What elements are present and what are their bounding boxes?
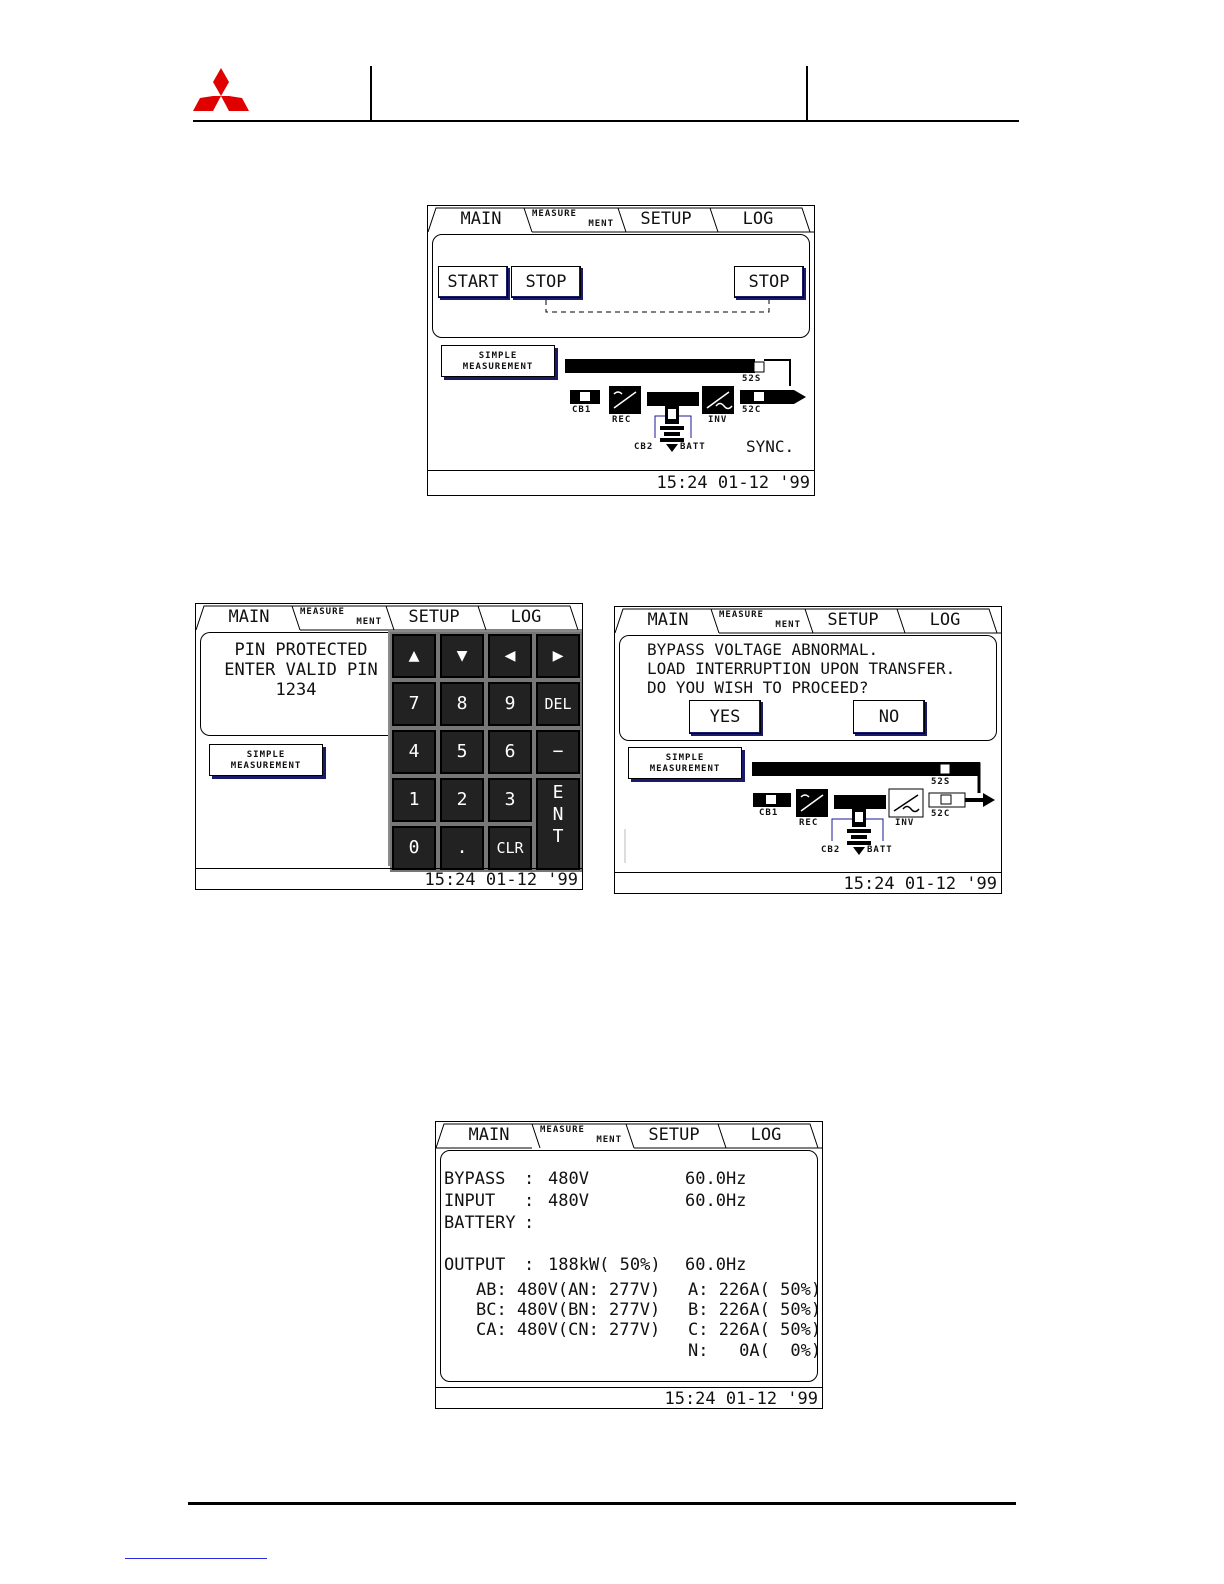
input-voltage: 480V [548,1191,589,1211]
pin-value[interactable]: 1234 [275,680,317,700]
key-down-arrow-icon[interactable]: ▼ [438,632,486,680]
power-flow-diagram [615,607,1001,867]
key-0[interactable]: 0 [390,824,438,872]
bypass-sep: : [524,1169,535,1189]
key-5[interactable]: 5 [438,728,486,776]
tab-measurement[interactable]: MEASURE MENT [540,1125,622,1145]
label-batt: BATT [867,845,893,855]
key-7[interactable]: 7 [390,680,438,728]
tab-setup[interactable]: SETUP [648,1125,700,1145]
bypass-label: BYPASS [444,1169,506,1189]
label-cb2: CB2 [634,442,654,452]
tab-main[interactable]: MAIN [228,607,270,627]
tab-main[interactable]: MAIN [460,209,502,229]
output-sep: : [524,1255,535,1275]
key-2[interactable]: 2 [438,776,486,824]
key-4[interactable]: 4 [390,728,438,776]
footer-link-underline[interactable] [125,1558,267,1559]
label-inv: INV [708,415,728,425]
yes-button[interactable]: YES [689,700,761,734]
clock: 15:24 01-12 '99 [615,872,1001,893]
tab-main[interactable]: MAIN [647,610,689,630]
bypass-voltage: 480V [548,1169,589,1189]
screen-pin [195,603,583,890]
footer-rule [188,1502,1016,1505]
label-52c: 52C [742,405,762,415]
tab-measurement[interactable]: MEASURE MENT [532,209,614,229]
battery-sep: : [524,1213,535,1233]
tab-log[interactable]: LOG [510,607,542,627]
voltage-ca: CA: 480V(CN: 277V) [476,1320,661,1340]
key-dot[interactable]: . [438,824,486,872]
start-button[interactable]: START [438,266,508,298]
key-9[interactable]: 9 [486,680,534,728]
simple-measurement-button[interactable]: SIMPLE MEASUREMENT [441,345,555,377]
key-6[interactable]: 6 [486,728,534,776]
clock: 15:24 01-12 '99 [436,1387,822,1408]
key-8[interactable]: 8 [438,680,486,728]
key-1[interactable]: 1 [390,776,438,824]
label-batt: BATT [680,442,706,452]
input-sep: : [524,1191,535,1211]
output-frequency: 60.0Hz [685,1255,747,1275]
power-flow-diagram [428,206,814,466]
tab-main[interactable]: MAIN [468,1125,510,1145]
tab-measurement[interactable]: MEASURE MENT [300,607,382,627]
label-inv: INV [895,818,915,828]
key-left-arrow-icon[interactable]: ◀ [486,632,534,680]
pin-protected-text: PIN PROTECTED [234,640,368,660]
label-52s: 52S [931,777,951,787]
label-rec: REC [799,818,819,828]
no-button[interactable]: NO [853,700,925,734]
label-cb1: CB1 [759,808,779,818]
stop-bypass-button[interactable]: STOP [734,266,804,298]
current-c: C: 226A( 50%) [688,1320,822,1340]
header-divider-left [370,66,372,122]
label-cb1: CB1 [572,405,592,415]
clock: 15:24 01-12 '99 [428,470,814,495]
header-rule [193,120,1019,122]
key-3[interactable]: 3 [486,776,534,824]
screen-measurement [435,1121,823,1409]
simple-measurement-button[interactable]: SIMPLE MEASUREMENT [209,744,323,776]
enter-pin-text: ENTER VALID PIN [224,660,378,680]
output-label: OUTPUT [444,1255,506,1275]
output-power: 188kW( 50%) [548,1255,661,1275]
key-del[interactable]: DEL [534,680,582,728]
label-52s: 52S [742,374,762,384]
tab-log[interactable]: LOG [750,1125,782,1145]
key-minus[interactable]: − [534,728,582,776]
confirm-line-3: DO YOU WISH TO PROCEED? [647,678,869,697]
current-n: N: 0A( 0%) [688,1341,822,1361]
confirm-line-2: LOAD INTERRUPTION UPON TRANSFER. [647,659,956,678]
screen-main [427,205,815,496]
bypass-frequency: 60.0Hz [685,1169,747,1189]
battery-label: BATTERY [444,1213,516,1233]
confirm-line-1: BYPASS VOLTAGE ABNORMAL. [647,640,879,659]
simple-measurement-button[interactable]: SIMPLE MEASUREMENT [628,747,742,779]
tab-setup[interactable]: SETUP [640,209,692,229]
input-frequency: 60.0Hz [685,1191,747,1211]
tab-setup[interactable]: SETUP [408,607,460,627]
tab-log[interactable]: LOG [929,610,961,630]
tab-measurement[interactable]: MEASURE MENT [719,610,801,630]
tab-setup[interactable]: SETUP [827,610,879,630]
screen-confirm [614,606,1002,894]
current-a: A: 226A( 50%) [688,1280,822,1300]
clock: 15:24 01-12 '99 [196,868,582,889]
current-b: B: 226A( 50%) [688,1300,822,1320]
label-rec: REC [612,415,632,425]
tab-log[interactable]: LOG [742,209,774,229]
label-52c: 52C [931,809,951,819]
key-clr[interactable]: CLR [486,824,534,872]
input-label: INPUT [444,1191,496,1211]
sync-status: SYNC. [746,437,795,456]
key-up-arrow-icon[interactable]: ▲ [390,632,438,680]
voltage-ab: AB: 480V(AN: 277V) [476,1280,661,1300]
key-right-arrow-icon[interactable]: ▶ [534,632,582,680]
label-cb2: CB2 [821,845,841,855]
key-enter[interactable]: E N T [534,776,582,872]
voltage-bc: BC: 480V(BN: 277V) [476,1300,661,1320]
header-divider-right [806,66,808,122]
mitsubishi-logo-icon [193,68,249,114]
stop-inverter-button[interactable]: STOP [511,266,581,298]
